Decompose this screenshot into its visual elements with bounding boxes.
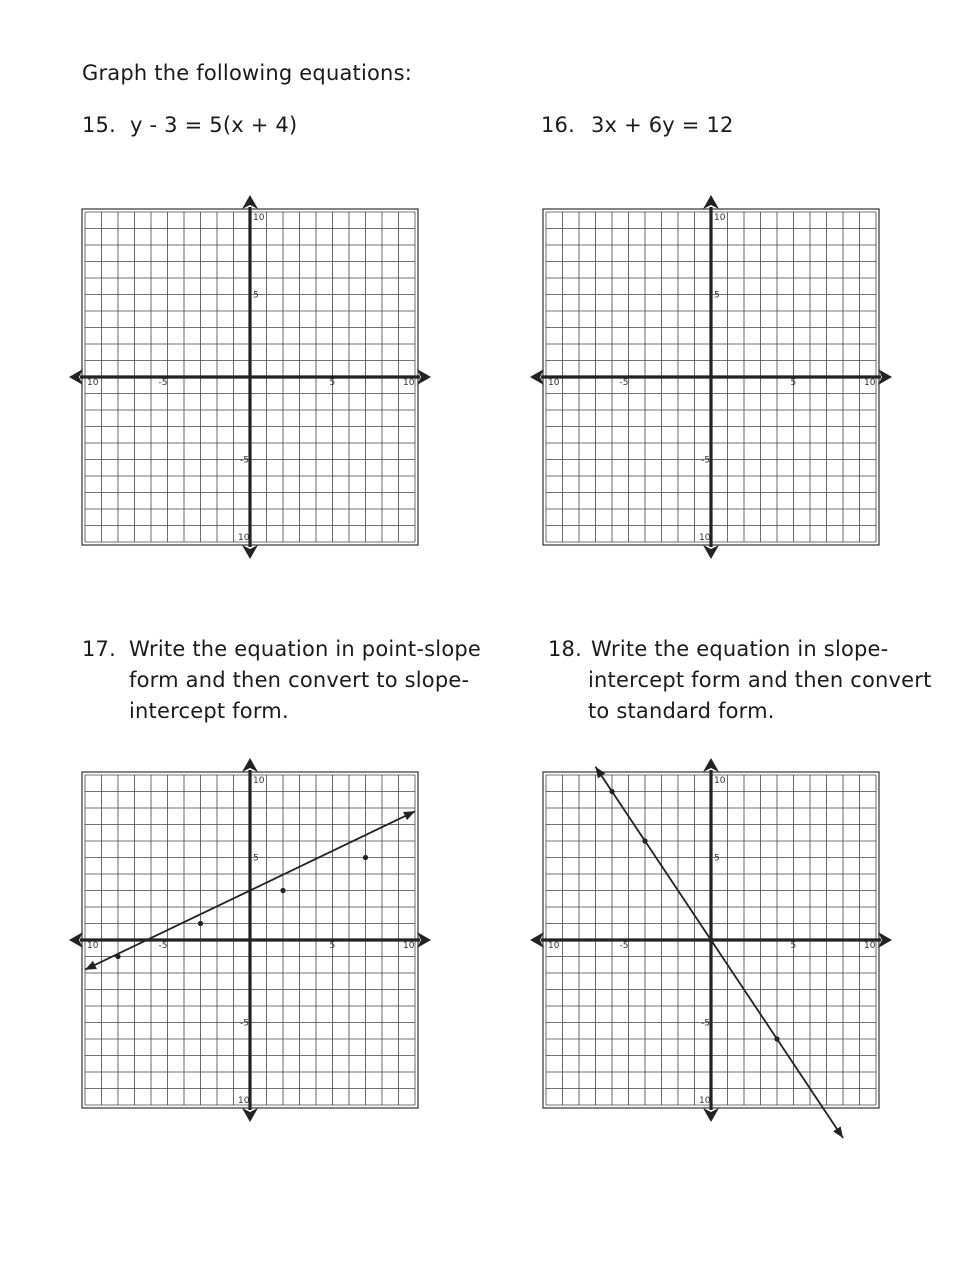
instructions: Graph the following equations: [82, 61, 412, 85]
problem-16 [541, 110, 734, 141]
tick-label-x-neg5: -5 [158, 941, 168, 951]
tick-label-y-neg10: 10 [699, 533, 711, 543]
tick-label-x-10: 10 [403, 378, 415, 388]
line-start-arrow [596, 767, 606, 779]
line-point [609, 789, 614, 794]
tick-label-y-10: 10 [253, 213, 265, 223]
problem-line: intercept form. [129, 699, 289, 723]
y-axis-up-arrow [242, 758, 258, 772]
problem-number: 15. [82, 113, 116, 137]
tick-label-x-neg10: 10 [87, 378, 99, 388]
tick-label-y-neg5: -5 [701, 1018, 710, 1029]
line-point [774, 1036, 779, 1041]
line-point [363, 855, 368, 860]
tick-label-x-neg5: -5 [619, 941, 629, 951]
line-start-arrow [85, 961, 97, 970]
y-axis-up-arrow [242, 195, 258, 209]
problem-equation: y - 3 = 5(x + 4) [130, 113, 298, 137]
problem-number: 16. [541, 113, 575, 137]
tick-label-y-5: 5 [714, 853, 720, 864]
tick-label-x-5: 5 [329, 378, 336, 388]
tick-label-x-neg10: 10 [87, 941, 99, 951]
tick-label-x-neg10: 10 [548, 941, 560, 951]
tick-label-y-neg5: -5 [240, 455, 249, 466]
tick-label-y-5: 5 [253, 290, 259, 301]
problem-line: to standard form. [588, 699, 775, 723]
problem-number: 17. [82, 637, 116, 661]
problem-line: Write the equation in slope- [591, 637, 889, 661]
tick-label-y-neg5: -5 [240, 1018, 249, 1029]
coordinate-grid-16[interactable] [531, 195, 901, 550]
y-axis-down-arrow [703, 1108, 719, 1122]
tick-label-y-neg10: 10 [699, 1096, 711, 1106]
line-point [642, 838, 647, 843]
line-point [198, 921, 203, 926]
tick-label-x-10: 10 [864, 378, 876, 388]
problem-line: form and then convert to slope- [129, 668, 470, 692]
problem-line: Write the equation in point-slope [129, 637, 482, 661]
tick-label-y-5: 5 [253, 853, 259, 864]
coordinate-grid-15[interactable] [70, 195, 440, 550]
y-axis-down-arrow [242, 1108, 258, 1122]
tick-label-x-5: 5 [790, 378, 797, 388]
problem-number: 18. [548, 637, 582, 661]
problem-equation: 3x + 6y = 12 [591, 113, 734, 137]
problem-15 [82, 110, 297, 141]
tick-label-x-neg10: 10 [548, 378, 560, 388]
line-point [115, 954, 120, 959]
y-axis-down-arrow [242, 545, 258, 559]
problem-18 [548, 634, 932, 727]
tick-label-y-5: 5 [714, 290, 720, 301]
tick-label-x-5: 5 [329, 941, 336, 951]
coordinate-grid-18[interactable] [531, 758, 901, 1113]
line-point [280, 888, 285, 893]
line-point [708, 937, 713, 942]
y-axis-up-arrow [703, 758, 719, 772]
tick-label-x-10: 10 [864, 941, 876, 951]
tick-label-y-10: 10 [714, 213, 726, 223]
line-end-arrow [833, 1126, 843, 1138]
tick-label-x-5: 5 [790, 941, 797, 951]
coordinate-grid-17[interactable] [70, 758, 440, 1113]
tick-label-x-neg5: -5 [619, 378, 629, 388]
line-end-arrow [403, 811, 415, 820]
tick-label-x-neg5: -5 [158, 378, 168, 388]
tick-label-y-10: 10 [714, 776, 726, 786]
tick-label-y-neg10: 10 [238, 1096, 250, 1106]
tick-label-y-10: 10 [253, 776, 265, 786]
problem-line: intercept form and then convert [588, 668, 932, 692]
tick-label-y-neg5: -5 [701, 455, 710, 466]
y-axis-up-arrow [703, 195, 719, 209]
tick-label-y-neg10: 10 [238, 533, 250, 543]
graphed-line [596, 767, 844, 1138]
problem-17 [82, 634, 481, 727]
tick-label-x-10: 10 [403, 941, 415, 951]
y-axis-down-arrow [703, 545, 719, 559]
